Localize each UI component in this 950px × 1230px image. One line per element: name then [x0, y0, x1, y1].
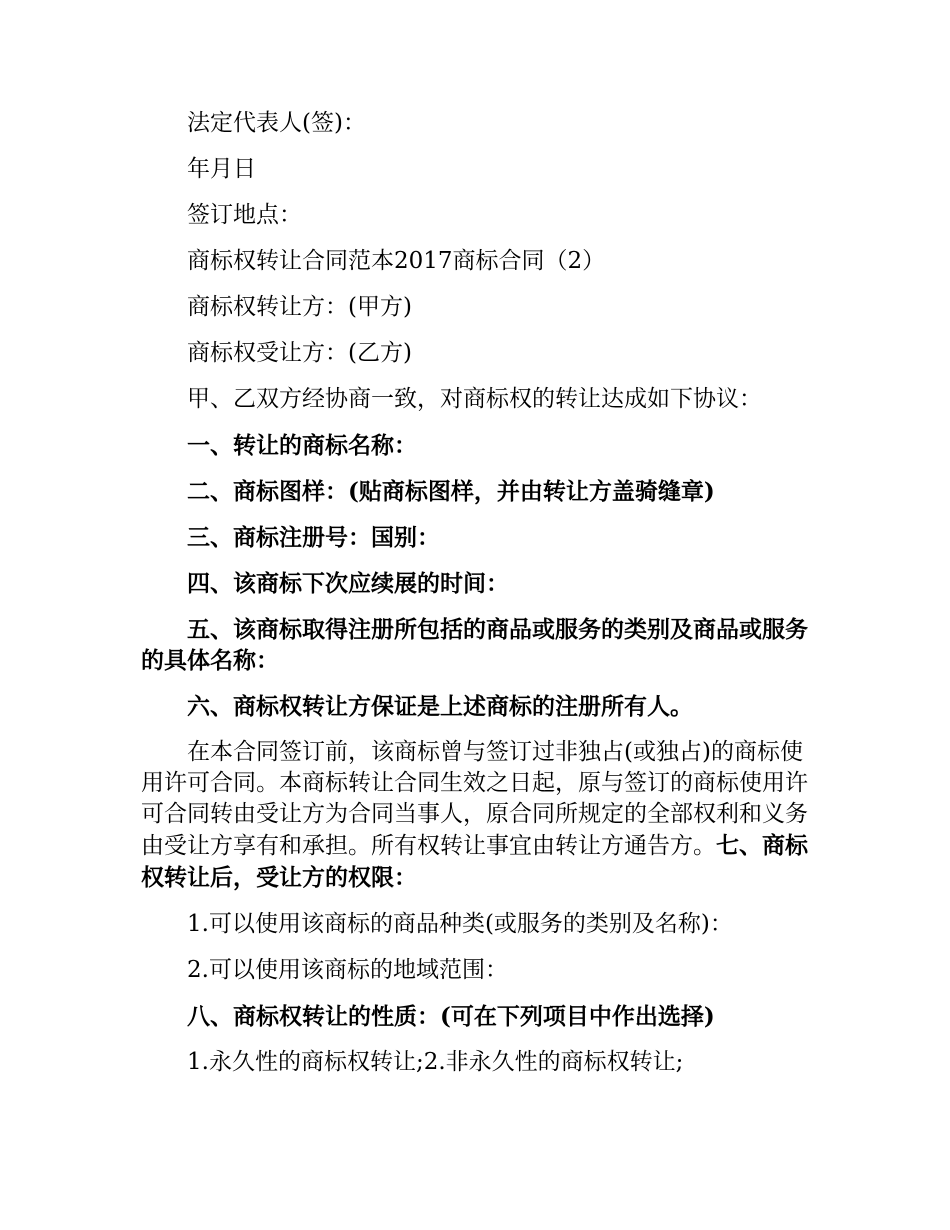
heading-renewal-time: 四、该商标下次应续展的时间：	[187, 570, 509, 597]
heading-transfer-nature: 八、商标权转让的性质：(可在下列项目中作出选择)	[187, 1003, 715, 1030]
paragraph-license-history	[141, 737, 813, 894]
paragraph-transferee: 商标权受让方：(乙方)	[187, 340, 412, 366]
heading-transferee-rights: 七、商标权转让后，受让方的权限：	[141, 832, 808, 891]
heading-ownership-guarantee: 六、商标权转让方保证是上述商标的注册所有人。	[187, 693, 693, 720]
heading-goods-services: 五、该商标取得注册所包括的商品或服务的类别及商品或服务的具体名称：	[141, 616, 808, 674]
heading-trademark-name: 一、转让的商标名称：	[187, 432, 417, 459]
paragraph-signing-location: 签订地点：	[187, 202, 302, 228]
paragraph-transfer-options: 1.永久性的商标权转让;2.非永久性的商标权转让;	[187, 1049, 684, 1075]
document-body	[141, 108, 813, 1093]
paragraph-agreement-intro: 甲、乙双方经协商一致，对商标权的转让达成如下协议：	[187, 386, 762, 412]
heading-trademark-sample: 二、商标图样：(贴商标图样，并由转让方盖骑缝章)	[187, 478, 715, 505]
paragraph-goods-scope: 1.可以使用该商标的商品种类(或服务的类别及名称)：	[187, 911, 733, 937]
paragraph-date: 年月日	[187, 156, 256, 182]
paragraph-legal-representative: 法定代表人(签)：	[187, 110, 366, 136]
heading-registration-number: 三、商标注册号：国别：	[187, 524, 440, 551]
paragraph-geographic-scope: 2.可以使用该商标的地域范围：	[187, 957, 508, 983]
license-history-text: 在本合同签订前，该商标曾与签订过非独占(或独占)的商标使用许可合同。本商标转让合同生效之日起，原与签订的商标使用许可合同转由受让方为合同当事人，原合同所规定的全部权利和义务由受让方享有和承担。所有权转让事宜由转让方通告方。	[141, 739, 808, 859]
paragraph-transferor: 商标权转让方：(甲方)	[187, 294, 412, 320]
paragraph-contract-title: 商标权转让合同范本2017商标合同（2）	[187, 248, 606, 274]
